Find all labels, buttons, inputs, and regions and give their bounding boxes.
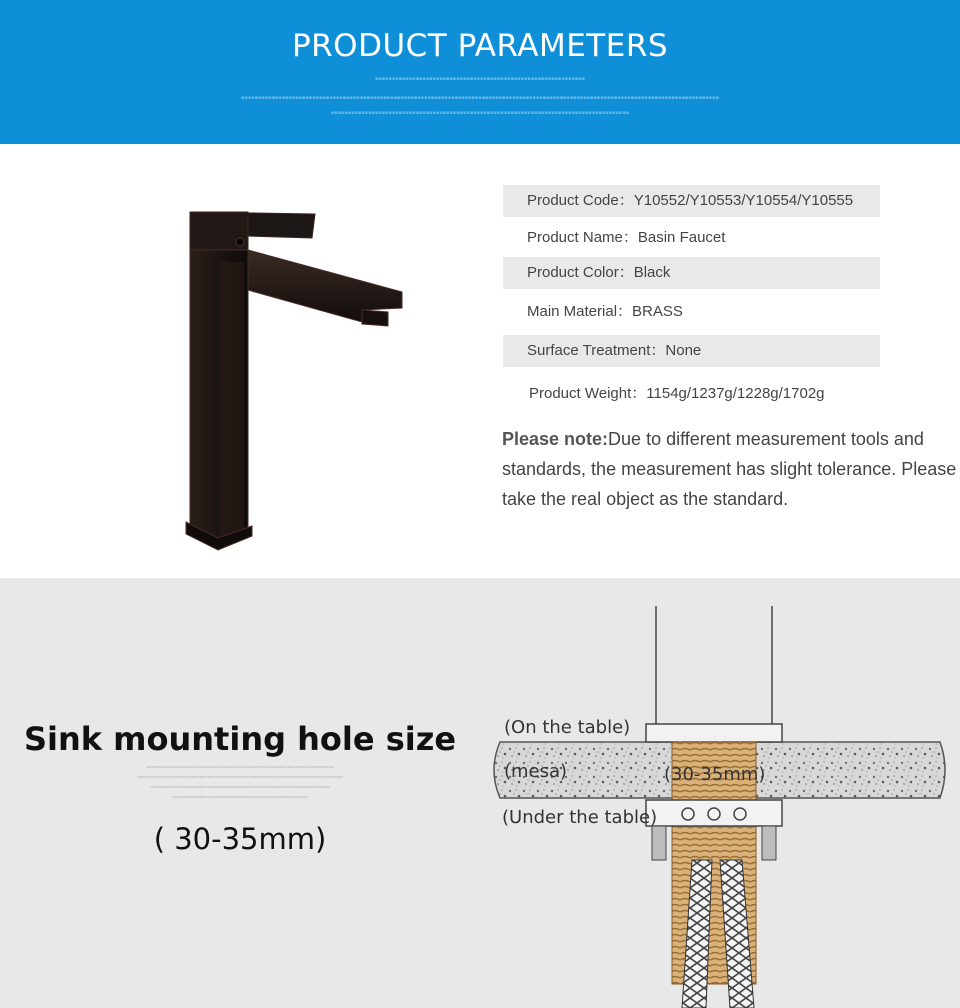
mounting-decorative-text: ▪▪▪▪▪▪▪▪▪▪▪▪▪▪▪▪▪▪▪▪▪▪▪▪▪▪▪▪▪▪▪▪▪▪▪▪▪▪▪▪▪▪▪▪▪▪▪▪▪▪▪▪▪▪▪▪▪▪▪▪▪▪▪▪▪▪▪▪▪ [146, 764, 334, 769]
banner-title: PRODUCT PARAMETERS [291, 28, 669, 64]
note-text: Due to different measurement tools and standards, the measurement has slight tolerance. Please take the real object as the standard. [502, 429, 957, 509]
label-under-the-table: (Under the table) [502, 807, 658, 828]
param-row-product-code [503, 185, 880, 217]
note-label: Please note: [502, 429, 609, 449]
banner-decorative-text: ▪▪▪▪▪▪▪▪▪▪▪▪▪▪▪▪▪▪▪▪▪▪▪▪▪▪▪▪▪▪▪▪▪▪▪▪▪▪▪▪▪▪▪▪▪▪▪▪▪▪▪▪▪▪▪▪▪▪▪▪▪▪ [374, 76, 586, 82]
mounting-title: Sink mounting hole size [23, 720, 457, 758]
param-row-product-weight [503, 378, 880, 410]
param-value: None [665, 342, 702, 359]
param-row-product-name [503, 222, 880, 254]
param-label: Surface Treatment： [527, 342, 666, 359]
param-label: Product Code： [527, 192, 634, 209]
mounting-decorative-text: ▪▪▪▪▪▪▪▪▪▪▪▪▪▪▪▪▪▪▪▪▪▪▪▪▪▪▪▪▪▪▪▪▪▪▪▪▪▪▪▪▪▪▪▪▪▪▪▪▪▪ [172, 794, 308, 799]
mounting-diagram [480, 578, 960, 1008]
mounting-decorative-text: ▪▪▪▪▪▪▪▪▪▪▪▪▪▪▪▪▪▪▪▪▪▪▪▪▪▪▪▪▪▪▪▪▪▪▪▪▪▪▪▪▪▪▪▪▪▪▪▪▪▪▪▪▪▪▪▪▪▪▪▪▪▪▪▪▪▪ [150, 784, 330, 789]
basin-faucet-image [140, 190, 440, 560]
param-label: Product Name： [527, 229, 638, 246]
label-mesa: (mesa) [504, 761, 568, 782]
banner-decorative-text: ▪▪▪▪▪▪▪▪▪▪▪▪▪▪▪▪▪▪▪▪▪▪▪▪▪▪▪▪▪▪▪▪▪▪▪▪▪▪▪▪▪▪▪▪▪▪▪▪▪▪▪▪▪▪▪▪▪▪▪▪▪▪▪▪▪▪▪▪▪▪▪▪▪▪▪▪▪▪▪▪▪▪▪▪▪▪▪▪▪▪▪▪▪▪▪▪▪▪▪▪▪▪▪▪▪▪▪▪▪▪▪▪▪▪▪▪▪▪▪▪▪▪▪▪▪▪▪▪▪▪▪▪▪▪▪▪▪▪▪▪▪ [241, 95, 719, 101]
param-value: 1154g/1237g/1228g/1702g [646, 385, 825, 402]
param-value: Y10552/Y10553/Y10554/Y10555 [633, 192, 854, 209]
param-row-main-material [503, 296, 880, 328]
mounting-section [0, 578, 960, 1008]
param-label: Product Weight： [529, 385, 647, 402]
param-label: Product Color： [527, 264, 634, 281]
header-banner [0, 0, 960, 144]
param-value: Black [633, 264, 671, 281]
param-value: Basin Faucet [637, 229, 726, 246]
param-row-product-color [503, 257, 880, 289]
param-value: BRASS [632, 303, 683, 320]
banner-decorative-text: ▪▪▪▪▪▪▪▪▪▪▪▪▪▪▪▪▪▪▪▪▪▪▪▪▪▪▪▪▪▪▪▪▪▪▪▪▪▪▪▪▪▪▪▪▪▪▪▪▪▪▪▪▪▪▪▪▪▪▪▪▪▪▪▪▪▪▪▪▪▪▪▪▪▪▪▪▪▪▪▪▪▪▪▪▪▪▪▪ [330, 110, 630, 116]
param-label: Main Material： [527, 303, 633, 320]
measurement-note [502, 424, 960, 514]
mounting-decorative-text: ▪▪▪▪▪▪▪▪▪▪▪▪▪▪▪▪▪▪▪▪▪▪▪▪▪▪▪▪▪▪▪▪▪▪▪▪▪▪▪▪▪▪▪▪▪▪▪▪▪▪▪▪▪▪▪▪▪▪▪▪▪▪▪▪▪▪▪▪▪▪▪▪▪▪▪▪ [136, 774, 344, 779]
mounting-hole-size: ( 30-35mm) [153, 822, 327, 856]
param-row-surface-treatment [503, 335, 880, 367]
label-hole-size: (30-35mm) [664, 764, 766, 785]
label-on-the-table: (On the table) [504, 717, 631, 738]
